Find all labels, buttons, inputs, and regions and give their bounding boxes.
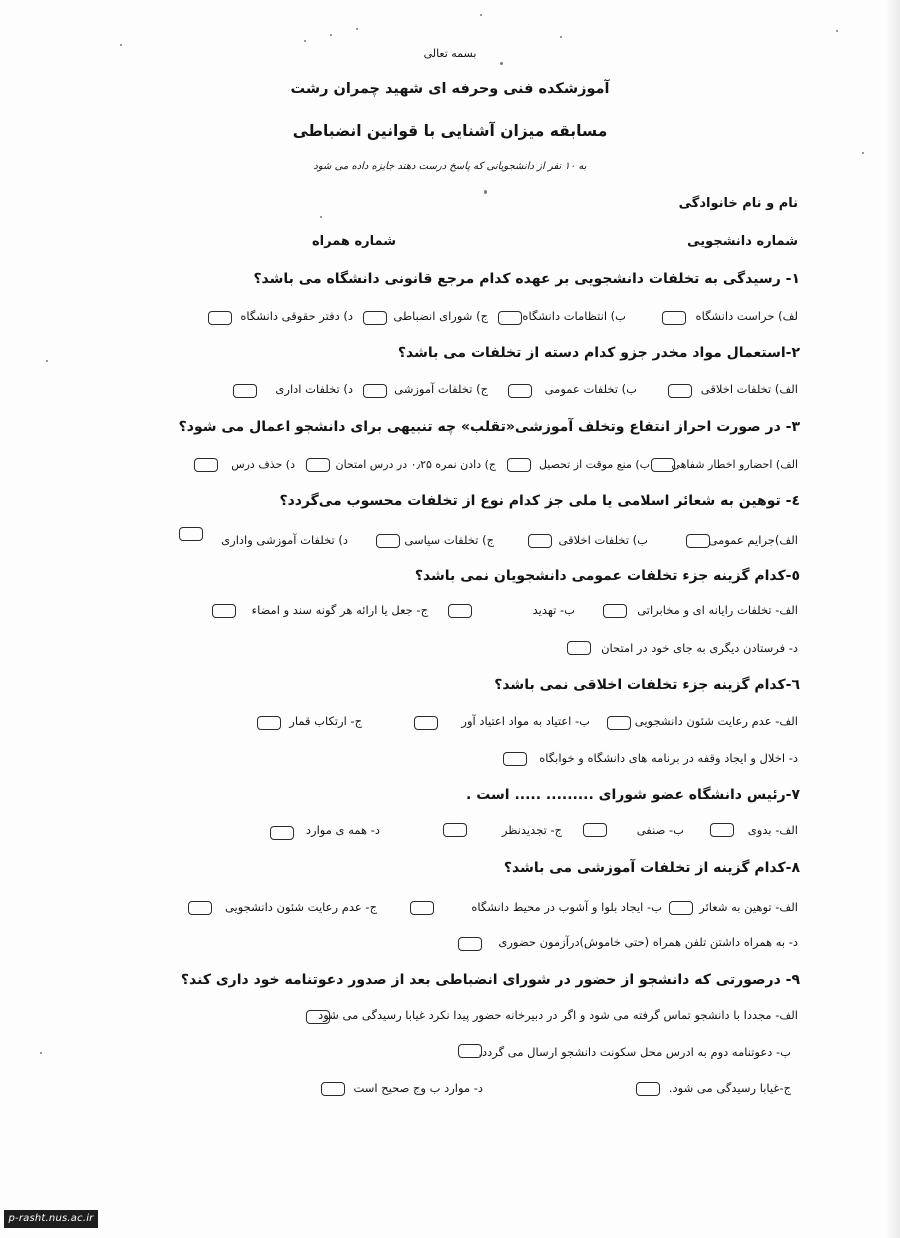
- institute-name: آموزشکده فنی وحرفه ای شهید چمران رشت: [290, 81, 610, 97]
- option-7d: د- همه ی موارد: [305, 823, 380, 837]
- answer-box-5a[interactable]: [603, 604, 627, 618]
- answer-box-9d[interactable]: [321, 1082, 345, 1096]
- option-6c: ج- ارتکاب قمار: [289, 714, 362, 728]
- answer-box-4a[interactable]: [686, 534, 710, 548]
- option-9a: الف- مجددا با دانشجو تماس گرفته می شود و اگر در دبیرخانه حضور پیدا نکرد غیابا رسیدگی می شود: [318, 1008, 798, 1022]
- answer-box-7d[interactable]: [270, 826, 294, 840]
- option-2b: ب) تخلفات عمومی: [544, 382, 637, 396]
- option-3a: الف) احضارو اخطار شفاهی: [671, 458, 798, 471]
- answer-box-1b[interactable]: [498, 311, 522, 325]
- answer-box-8a[interactable]: [669, 901, 693, 915]
- scan-speck: [356, 28, 358, 30]
- answer-box-4d[interactable]: [179, 527, 203, 541]
- site-url-badge: p-rasht.nus.ac.ir: [4, 1210, 98, 1228]
- answer-box-8d[interactable]: [458, 937, 482, 951]
- option-1d: د) دفتر حقوقی دانشگاه: [240, 309, 353, 323]
- answer-box-7c[interactable]: [443, 823, 467, 837]
- question-6: ٦-کدام گزینه جزء تخلفات اخلاقی نمی باشد؟: [494, 677, 800, 693]
- answer-box-1d[interactable]: [208, 311, 232, 325]
- question-1: ۱- رسیدگی به تخلفات دانشجویی بر عهده کدام مرجع قانونی دانشگاه می باشد؟: [253, 271, 800, 287]
- scan-speck: [484, 190, 487, 194]
- answer-box-8b[interactable]: [410, 901, 434, 915]
- answer-box-5b[interactable]: [448, 604, 472, 618]
- option-5d: د- فرستادن دیگری به جای خود در امتحان: [601, 641, 798, 655]
- answer-box-6b[interactable]: [414, 716, 438, 730]
- basmala: بسمه تعالی: [423, 47, 477, 60]
- question-2: ۲-استعمال مواد مخدر جزو کدام دسته از تخلفات می باشد؟: [397, 345, 800, 361]
- question-9: ۹- درصورتی که دانشجو از حضور در شورای انضباطی بعد از صدور دعوتنامه خود داری کند؟: [180, 972, 800, 988]
- prize-note: به ۱۰ نفر از دانشجویانی که پاسخ درست دهند جایزه داده می شود: [313, 161, 587, 172]
- option-2c: ج) تخلفات آموزشی: [394, 382, 488, 396]
- scan-speck: [862, 152, 864, 154]
- answer-box-8c[interactable]: [188, 901, 212, 915]
- answer-box-3b[interactable]: [507, 458, 531, 472]
- option-3b: ب) منع موقت از تحصیل: [538, 458, 650, 471]
- option-5b: ب- تهدید: [532, 603, 575, 617]
- answer-box-5d[interactable]: [567, 641, 591, 655]
- answer-box-6c[interactable]: [257, 716, 281, 730]
- scan-speck: [500, 62, 503, 65]
- option-9d: د- موارد ب وج صحیح است: [353, 1081, 483, 1095]
- answer-box-5c[interactable]: [212, 604, 236, 618]
- scan-speck: [330, 34, 332, 36]
- answer-box-7a[interactable]: [710, 823, 734, 837]
- answer-box-3d[interactable]: [194, 458, 218, 472]
- answer-box-2a[interactable]: [668, 384, 692, 398]
- option-4c: ج) تخلفات سیاسی: [404, 533, 494, 547]
- scan-speck: [304, 40, 306, 42]
- answer-box-1a[interactable]: [662, 311, 686, 325]
- option-1a: لف) حراست دانشگاه: [695, 309, 798, 323]
- scan-speck: [40, 1052, 42, 1054]
- answer-box-2b[interactable]: [508, 384, 532, 398]
- option-6d: د- اخلال و ایجاد وقفه در برنامه های دانشگاه و خوابگاه: [539, 751, 798, 765]
- option-8a: الف- توهین به شعائر: [699, 900, 798, 914]
- contest-title: مسابقه میزان آشنایی با قوانین انضباطی: [292, 122, 608, 140]
- student-id-field-label: شماره دانشجویی: [687, 234, 798, 249]
- option-2d: د) تخلفات اداری: [275, 382, 353, 396]
- option-9c: ج-غیابا رسیدگی می شود.: [668, 1081, 791, 1095]
- option-2a: الف) تخلفات اخلاقی: [700, 382, 798, 396]
- option-7a: الف- بدوی: [747, 823, 798, 837]
- option-4d: د) تخلفات آموزشی واداری: [221, 533, 348, 547]
- answer-box-7b[interactable]: [583, 823, 607, 837]
- option-1c: ج) شورای انضباطی: [393, 309, 488, 323]
- name-field-label: نام و نام خانوادگی: [678, 196, 798, 211]
- answer-box-2c[interactable]: [363, 384, 387, 398]
- answer-box-9c[interactable]: [636, 1082, 660, 1096]
- scan-speck: [480, 14, 482, 16]
- answer-box-1c[interactable]: [363, 311, 387, 325]
- scan-speck: [46, 360, 48, 362]
- answer-box-9b[interactable]: [458, 1044, 482, 1058]
- option-4a: الف)جرایم عمومی: [708, 533, 798, 547]
- answer-box-2d[interactable]: [233, 384, 257, 398]
- scan-speck: [320, 216, 322, 218]
- option-5c: ج- جعل یا ارائه هر گونه سند و امضاء: [251, 603, 428, 617]
- answer-box-4c[interactable]: [376, 534, 400, 548]
- question-4: ٤- توهین به شعائر اسلامی یا ملی جز کدام نوع از تخلفات محسوب می‌گردد؟: [279, 493, 800, 509]
- option-8b: ب- ایجاد بلوا و آشوب در محیط دانشگاه: [471, 900, 662, 914]
- scan-speck: [120, 44, 122, 46]
- question-8: ۸-کدام گزینه از تخلفات آموزشی می باشد؟: [503, 860, 800, 876]
- answer-box-6d[interactable]: [503, 752, 527, 766]
- option-3d: د) حذف درس: [231, 458, 295, 471]
- option-8c: ج- عدم رعایت شئون دانشجویی: [224, 900, 377, 914]
- answer-box-6a[interactable]: [607, 716, 631, 730]
- answer-box-3c[interactable]: [306, 458, 330, 472]
- option-6b: ب- اعتیاد به مواد اعتیاد آور: [461, 714, 590, 728]
- page-edge-shadow: [886, 0, 900, 1238]
- question-5: ٥-کدام گزینه جزء تخلفات عمومی دانشجویان نمی باشد؟: [414, 568, 800, 584]
- scan-speck: [836, 30, 838, 32]
- answer-box-4b[interactable]: [528, 534, 552, 548]
- option-4b: ب) تخلفات اخلاقی: [558, 533, 648, 547]
- option-6a: الف- عدم رعایت شئون دانشجویی: [634, 714, 798, 728]
- option-9b: ب- دعوتنامه دوم به ادرس محل سکونت دانشجو ارسال می گردد.: [478, 1045, 791, 1059]
- question-7: ۷-رئیس دانشگاه عضو شورای ......... ..... است .: [466, 787, 800, 803]
- option-3c: ج) دادن نمره ۰٫۲۵ در درس امتحان: [335, 458, 496, 471]
- question-3: ۳- در صورت احراز انتفاع وتخلف آموزشی«تقلب» چه تنبیهی برای دانشجو اعمال می شود؟: [178, 419, 800, 435]
- option-5a: الف- تخلفات رایانه ای و مخابراتی: [637, 603, 798, 617]
- answer-box-9a[interactable]: [306, 1010, 330, 1024]
- option-7c: ج- تجدیدنظر: [501, 823, 562, 837]
- scan-speck: [560, 36, 562, 38]
- option-7b: ب- صنفی: [636, 823, 684, 837]
- phone-field-label: شماره همراه: [311, 234, 396, 249]
- option-1b: ب) انتظامات دانشگاه: [522, 309, 626, 323]
- option-8d: د- به همراه داشتن تلفن همراه (حتی خاموش)درآزمون حضوری: [498, 935, 798, 949]
- answer-box-3a[interactable]: [651, 458, 675, 472]
